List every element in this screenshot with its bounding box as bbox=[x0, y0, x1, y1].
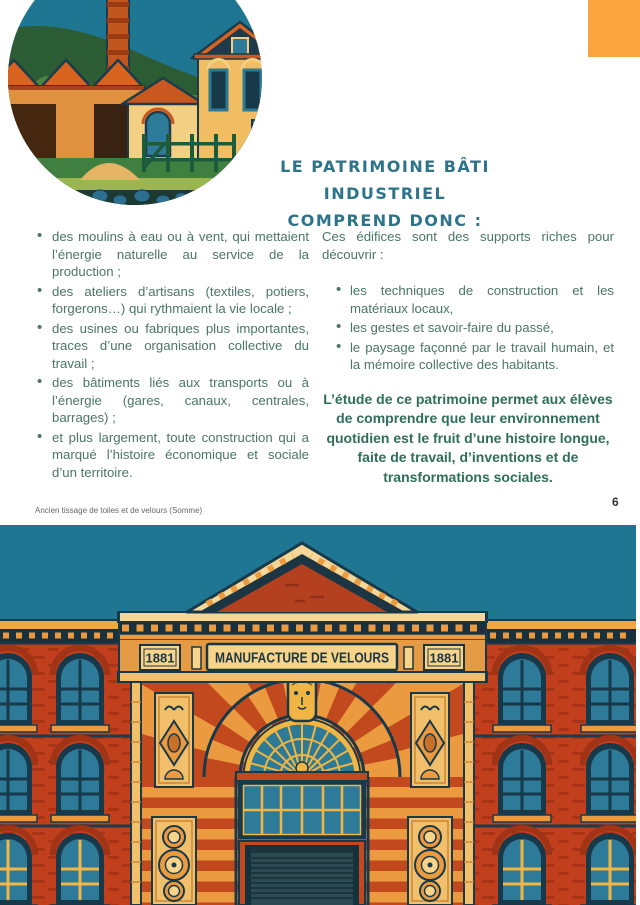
left-wing bbox=[0, 619, 131, 905]
orange-accent-block bbox=[588, 0, 640, 57]
year-plaque-right bbox=[424, 645, 464, 670]
list-item: • des bâtiments liés aux transports ou à l’énergie (gares, canaux, centrales, barrages) ; bbox=[35, 374, 309, 427]
factory-building bbox=[0, 60, 144, 166]
list-item: • des usines ou fabriques plus importantes, traces d’une organisation collective du travail ; bbox=[35, 320, 309, 373]
bullet-list-left bbox=[35, 228, 309, 481]
building-sign bbox=[207, 644, 397, 670]
page-title-line2: COMPREND DONC : bbox=[287, 211, 483, 230]
intro-paragraph: Ces édifices sont des supports riches pour découvrir : bbox=[322, 229, 614, 262]
bullet-list-right bbox=[334, 282, 614, 374]
building-sign-text: MANUFACTURE DE VELOURS bbox=[215, 649, 389, 667]
list-item: • des ateliers d’artisans (textiles, potiers, forgerons…) qui rythmaient la vie locale ; bbox=[35, 283, 309, 318]
list-item: • le paysage façonné par le travail humain, et la mémoire collective des habitants. bbox=[334, 339, 614, 374]
right-wing bbox=[474, 619, 636, 905]
page-number: 6 bbox=[612, 495, 619, 509]
building-illustration bbox=[0, 525, 636, 905]
right-column bbox=[322, 228, 614, 487]
highlight-paragraph: L’étude de ce patrimoine permet aux élèves de comprendre que leur environnement quotidien est le fruit d’une histoire longue, faite de travail, d’inventions et de transformations sociales. bbox=[323, 390, 613, 485]
list-item: • des moulins à eau ou à vent, qui mettaient l’énergie naturelle au service de la production ; bbox=[35, 228, 309, 281]
roller-door bbox=[251, 858, 353, 898]
entablature bbox=[118, 612, 487, 682]
year-left-text: 1881 bbox=[145, 650, 175, 666]
page-title-line1: LE PATRIMOINE BÂTI INDUSTRIEL bbox=[280, 157, 490, 203]
entrance-bay bbox=[236, 772, 368, 905]
list-item: • les gestes et savoir-faire du passé, bbox=[334, 319, 614, 337]
left-column bbox=[35, 228, 309, 483]
year-plaque-left bbox=[140, 645, 180, 670]
list-item: • et plus largement, toute construction qui a marqué l’histoire économique et sociale d’un territoire. bbox=[35, 429, 309, 482]
list-item: • les techniques de construction et les matériaux locaux, bbox=[334, 282, 614, 317]
photo-caption: Ancien tissage de toiles et de velours (Somme) bbox=[35, 506, 203, 515]
year-right-text: 1881 bbox=[429, 650, 459, 666]
page-title bbox=[238, 153, 532, 234]
